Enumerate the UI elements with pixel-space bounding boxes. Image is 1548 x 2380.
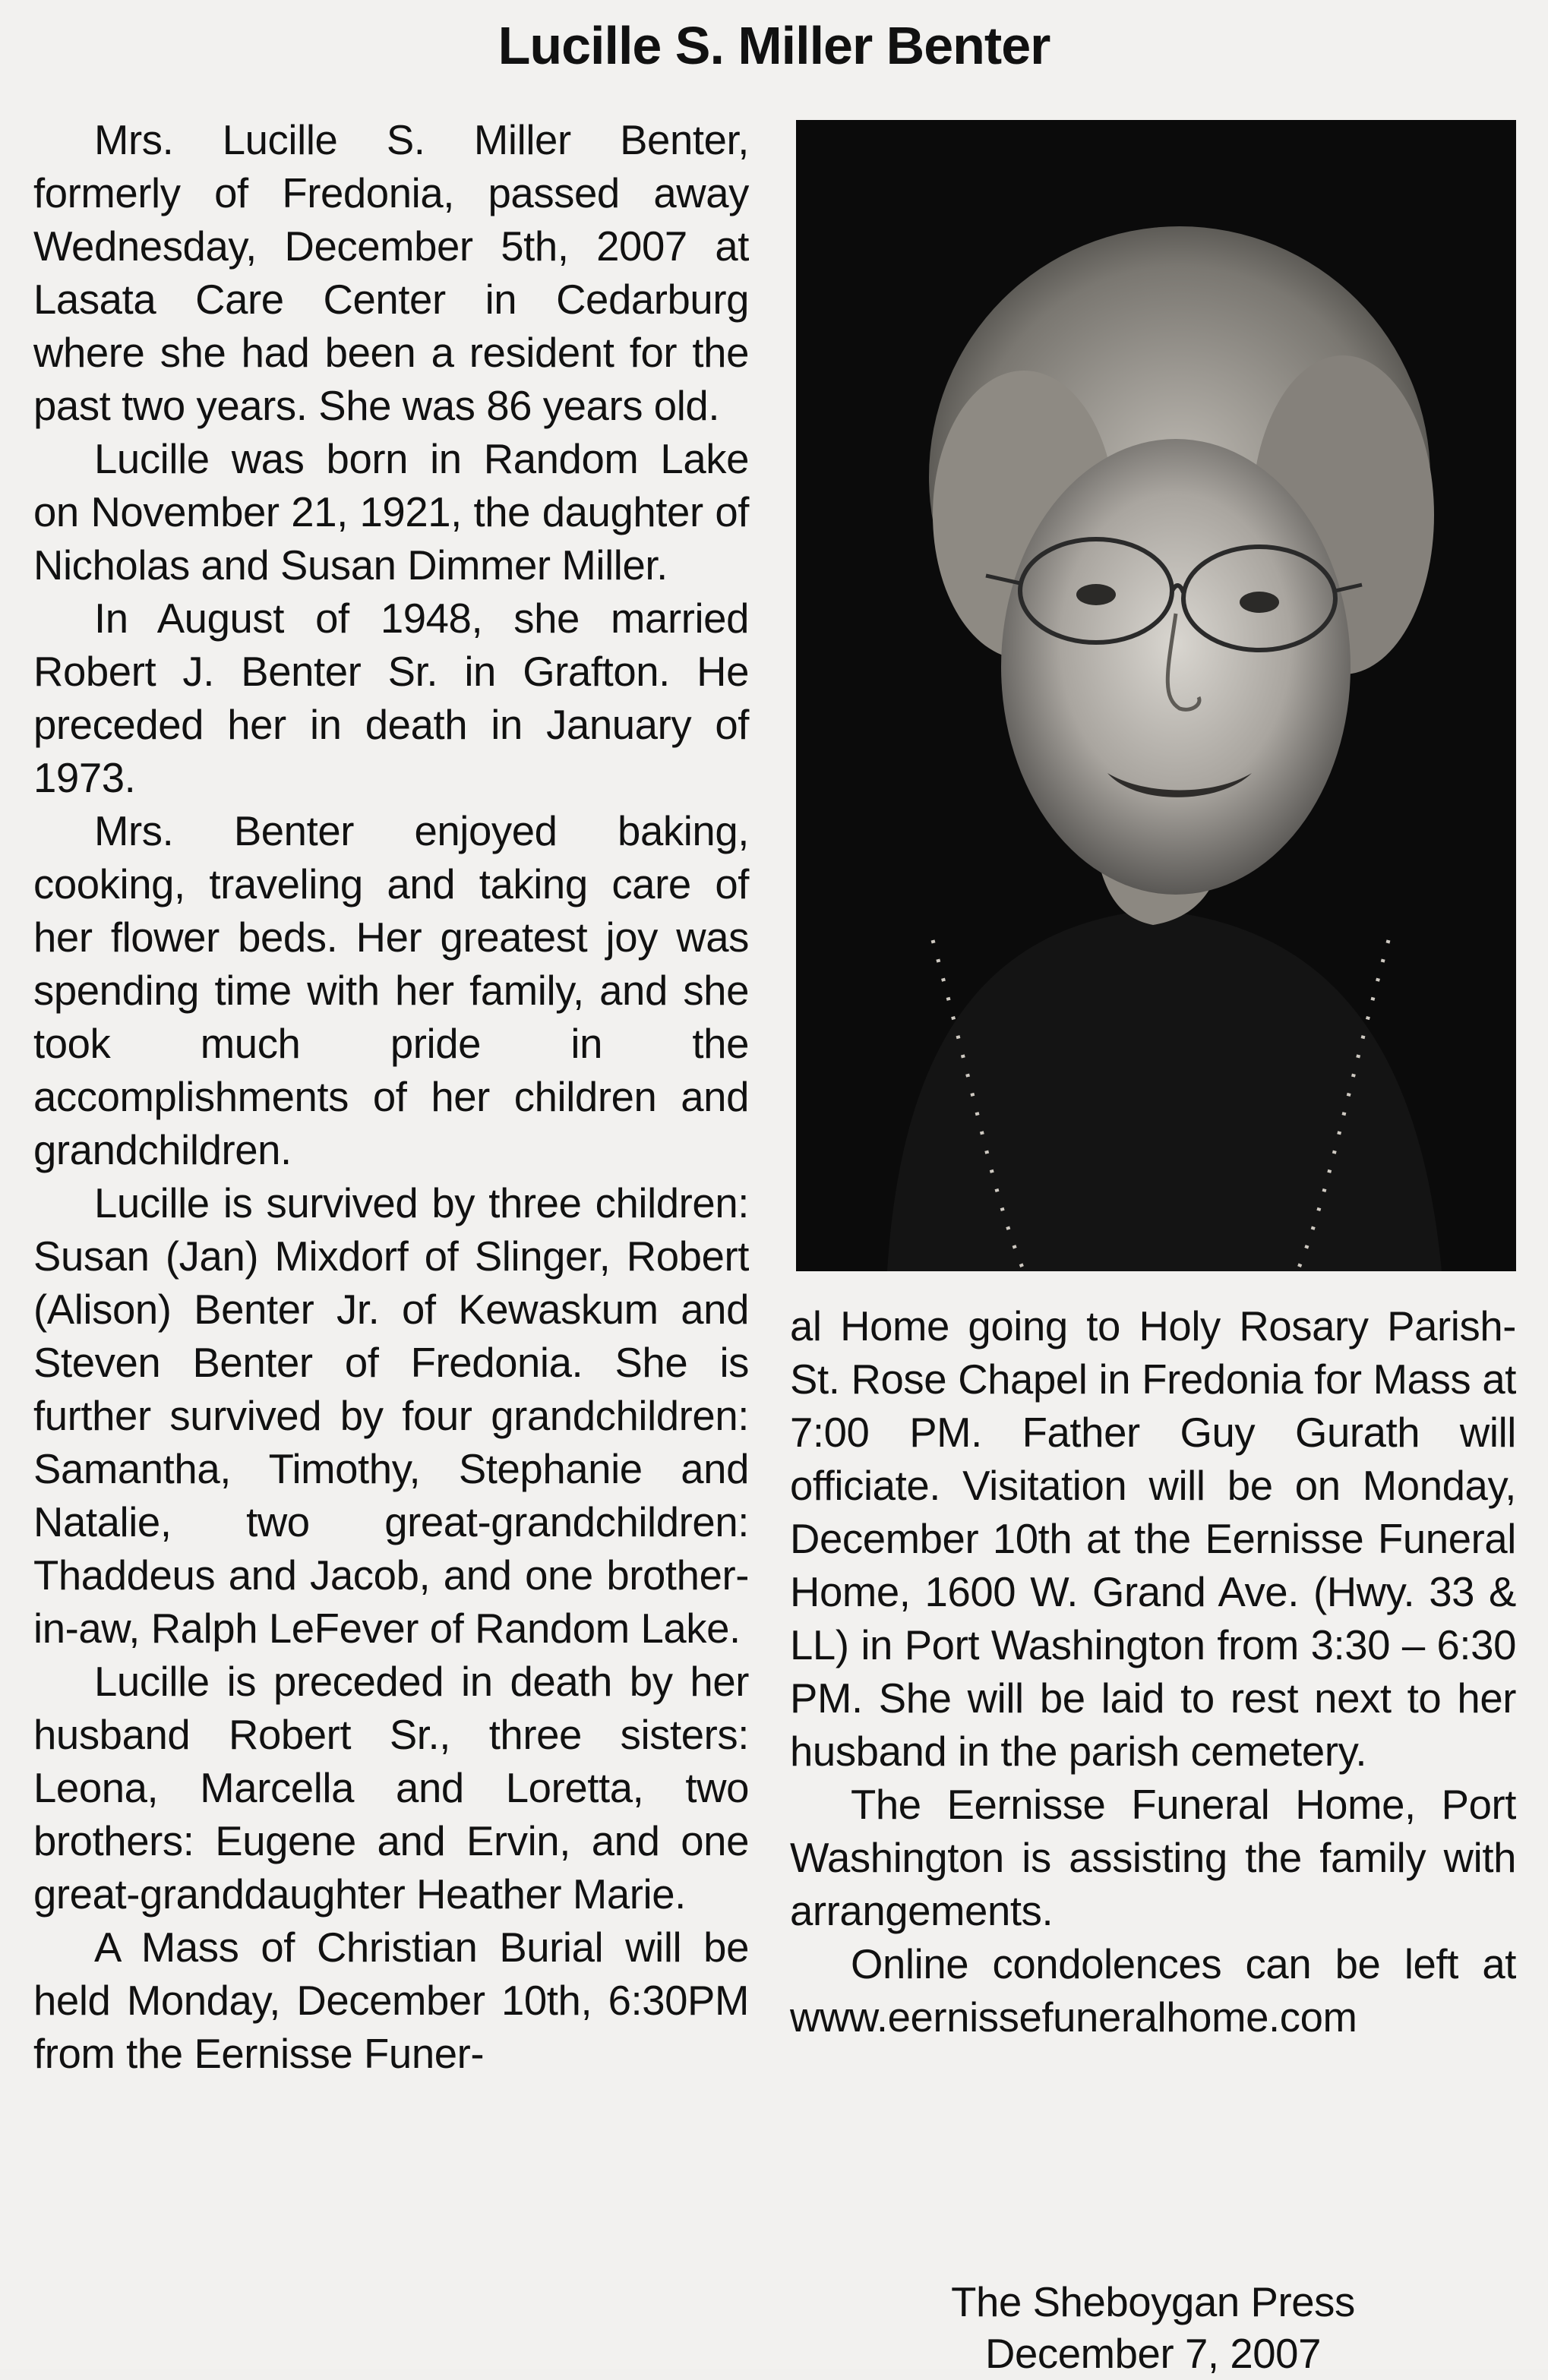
paragraph-survivors: Lucille is survived by three children: Susan (Jan) Mixdorf of Slinger, Robert (Alison) Benter Jr. of Kewaskum and Steven Benter of Fredonia. She is further survived by four grandchildren: Samantha, Timothy, Stephanie and Natalie, two great-grandchildren: Thaddeus and Jacob, and one brother-in-aw, Ralph LeFever of Random Lake. [33,1180,749,1652]
paragraph-birth: Lucille was born in Random Lake on November 21, 1921, the daughter of Nicholas and Susan Dimmer Miller. [33,436,749,589]
left-column [33,114,749,2081]
paragraph-arrangements: The Eernisse Funeral Home, Port Washington is assisting the family with arrangements. [790,1782,1516,1934]
paragraph-hobbies: Mrs. Benter enjoyed baking, cooking, traveling and taking care of her flower beds. Her greatest joy was spending time with her family, and she took much pride in the accomplishments of her children and grandchildren. [33,808,749,1173]
paragraph-mass-continued: al Home going to Holy Rosary Parish-St. Rose Chapel in Fredonia for Mass at 7:00 PM. Father Guy Gurath will officiate. Visitation will be on Monday, December 10th at the Eernisse Funeral Home, 1600 W. Grand Ave. (Hwy. 33 & LL) in Port Washington from 3:30 – 6:30 PM. She will be laid to rest next to her husband in the parish cemetery. [790,1303,1516,1775]
paragraph-mass-start: A Mass of Christian Burial will be held Monday, December 10th, 6:30PM from the Eernisse Funer- [33,1924,749,2077]
obituary-title: Lucille S. Miller Benter [498,16,1050,75]
publication-credit [790,2277,1516,2380]
publication-date: December 7, 2007 [985,2331,1321,2377]
paragraph-marriage: In August of 1948, she married Robert J. Benter Sr. in Grafton. He preceded her in death in January of 1973. [33,595,749,801]
paragraph-death-notice: Mrs. Lucille S. Miller Benter, formerly of Fredonia, passed away Wednesday, December 5th, 2007 at Lasata Care Center in Cedarburg where she had been a resident for the past two years. She was 86 years old. [33,117,749,429]
paragraph-condolences: Online condolences can be left at www.eernissefuneralhome.com [790,1941,1516,2041]
right-column [790,1300,1516,2044]
publication-name: The Sheboygan Press [951,2279,1355,2325]
paragraph-preceded: Lucille is preceded in death by her husband Robert Sr., three sisters: Leona, Marcella and Loretta, two brothers: Eugene and Ervin, and one great-granddaughter Heather Marie. [33,1659,749,1918]
portrait-image [796,120,1516,1271]
portrait-photo [796,120,1516,1271]
